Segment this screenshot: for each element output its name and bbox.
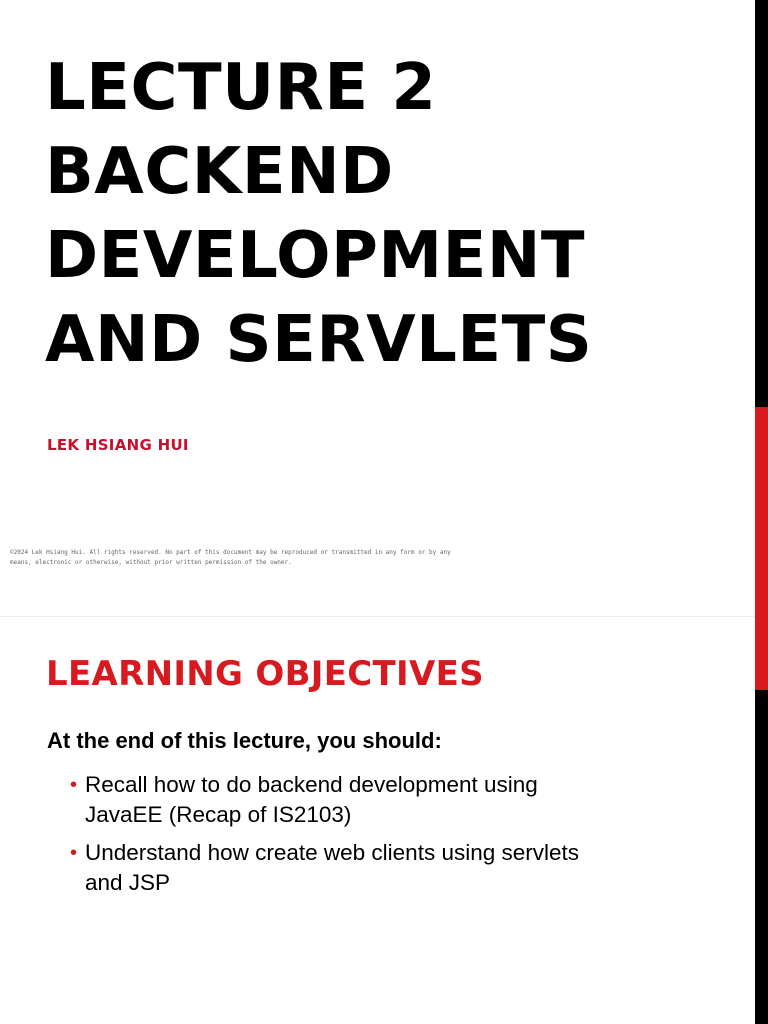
bullet-line: Understand how create web clients using servlets <box>85 840 580 865</box>
bullet-line: Recall how to do backend development using <box>85 772 538 797</box>
objectives-list <box>70 770 670 906</box>
section-title: LEARNING OBJECTIVES <box>46 654 484 694</box>
copyright-line: means, electronic or otherwise, without prior written permission of the owner. <box>10 559 292 566</box>
list-item <box>70 838 670 898</box>
title-line: LECTURE 2 <box>45 51 437 125</box>
copyright-line: ©2024 Lek Hsiang Hui. All rights reserved. No part of this document may be reproduced or transmitted in any form or by any <box>10 549 451 556</box>
bullet-marker: • <box>70 842 78 864</box>
lead-text: At the end of this lecture, you should: <box>47 728 442 753</box>
lecture-title <box>45 46 592 382</box>
copyright-notice <box>10 548 530 568</box>
bullet-line: and JSP <box>85 870 171 895</box>
title-line: BACKEND <box>45 135 394 209</box>
title-line: AND SERVLETS <box>45 303 593 377</box>
slide-divider <box>0 616 755 617</box>
edge-accent-black-top <box>755 0 768 407</box>
title-line: DEVELOPMENT <box>45 219 586 293</box>
edge-accent-black-bottom <box>755 690 768 1024</box>
author-name: LEK HSIANG HUI <box>47 436 189 454</box>
edge-accent-red <box>755 407 768 690</box>
list-item <box>70 770 670 830</box>
bullet-marker: • <box>70 774 78 796</box>
bullet-line: JavaEE (Recap of IS2103) <box>85 802 352 827</box>
